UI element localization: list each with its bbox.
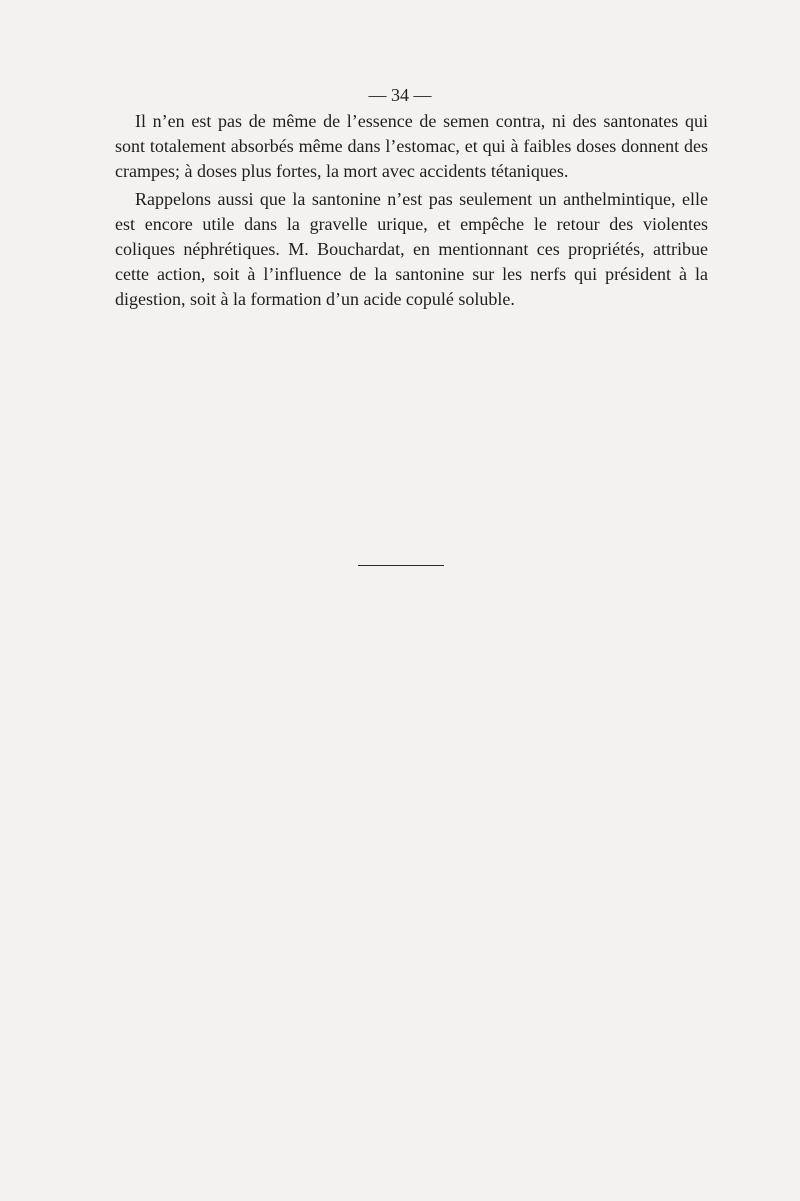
page-number: — 34 — — [368, 85, 432, 105]
body-text — [115, 109, 708, 315]
paragraph-2: Rappelons aussi que la santonine n’est pas seulement un anthelmintique, elle est encore utile dans la gravelle urique, et empêche le retour des violentes coliques néphrétiques. M. Bouchardat, en mentionnant ces propriétés, attribue cette action, soit à l’influence de la santonine sur les nerfs qui président à la digestion, soit à la formation d’un acide copulé soluble. — [115, 189, 708, 309]
paragraph-1: Il n’en est pas de même de l’essence de semen contra, ni des santonates qui sont totalement absorbés même dans l’estomac, et qui à faibles doses donnent des crampes; à doses plus fortes, la mort avec accidents tétaniques. — [115, 111, 708, 181]
section-separator-rule — [358, 565, 444, 566]
